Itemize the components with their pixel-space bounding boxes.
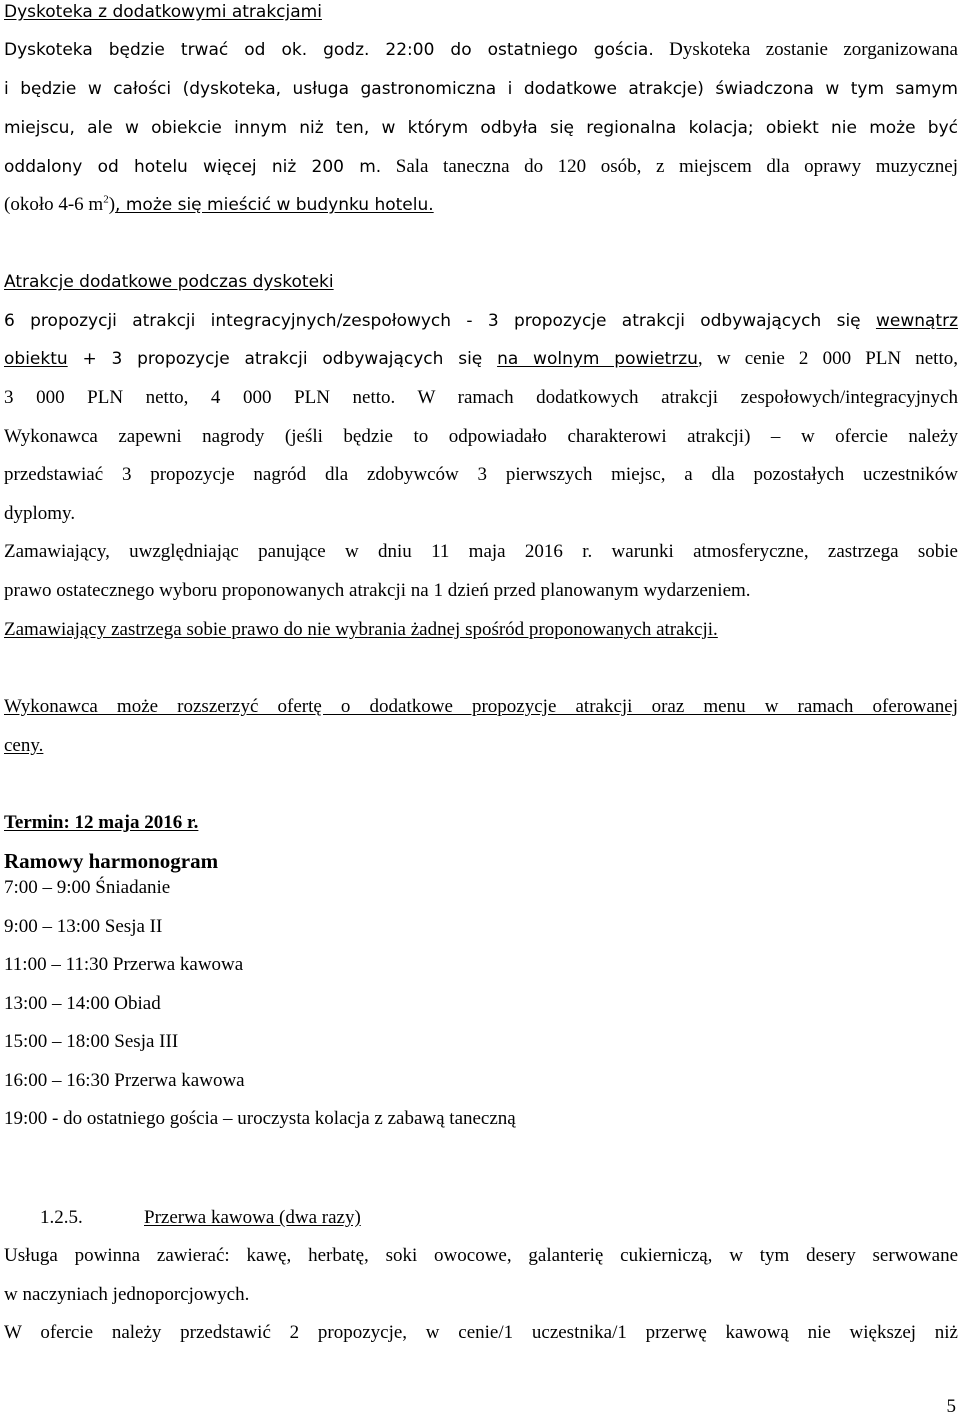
attractions-line-3: 3 000 PLN netto, 4 000 PLN netto. W ramach dodatkowych atrakcji zespołowych/integracyjnych [4,387,958,408]
schedule-item: 7:00 – 9:00 Śniadanie [4,877,171,898]
attractions-line-7: Zamawiający, uwzględniając panujące w dniu 11 maja 2016 r. warunki atmosferyczne, zastrzega sobie [4,541,958,562]
attractions-line-4: Wykonawca zapewni nagrody (jeśli będzie to odpowiadało charakterowi atrakcji) – w ofercie należy [4,426,958,447]
disco-line-5: (około 4-6 $m^2$), może się mieścić w budynku hotelu. [4,193,434,215]
section-title: Przerwa kawowa (dwa razy) [144,1207,361,1228]
attractions-line-8: prawo ostatecznego wyboru proponowanych atrakcji na 1 dzień przed planowanym wydarzeniem. [4,580,751,601]
disco-line-3: miejscu, ale w obiekcie innym niż ten, w którym odbyła się regionalna kolacja; obiekt nie może być [4,118,958,138]
schedule-title: Ramowy harmonogram [4,849,219,873]
attractions-line-1: 6 propozycji atrakcji integracyjnych/zespołowych - 3 propozycje atrakcji odbywających się wewnątrz [4,311,958,331]
section-heading [40,1206,361,1230]
schedule-date: Termin: 12 maja 2016 r. [4,812,199,833]
schedule-item: 11:00 – 11:30 Przerwa kawowa [4,954,244,975]
coffee-line-1: Usługa powinna zawierać: kawę, herbatę, soki owocowe, galanterię cukierniczą, w tym desery serwowane [4,1245,958,1266]
section-number: 1.2.5. [40,1207,83,1228]
disco-line-2: i będzie w całości (dyskoteka, usługa gastronomiczna i dodatkowe atrakcje) świadczona w tym samym [4,79,958,99]
attractions-line-10: Wykonawca może rozszerzyć ofertę o dodatkowe propozycje atrakcji oraz menu w ramach oferowanej [4,696,958,717]
coffee-line-3: W ofercie należy przedstawić 2 propozycje, w cenie/1 uczestnika/1 przerwę kawową nie większej niż [4,1322,958,1343]
attractions-title: Atrakcje dodatkowe podczas dyskoteki [4,272,334,292]
schedule-item: 9:00 – 13:00 Sesja II [4,916,163,937]
disco-title: Dyskoteka z dodatkowymi atrakcjami [4,2,322,22]
schedule-item: 19:00 - do ostatniego gościa – uroczysta kolacja z zabawą taneczną [4,1108,516,1129]
attractions-line-9: Zamawiający zastrzega sobie prawo do nie wybrania żadnej spośród proponowanych atrakcji. [4,619,718,640]
attractions-line-6: dyplomy. [4,503,76,524]
attractions-line-11: ceny. [4,735,44,756]
schedule-item: 16:00 – 16:30 Przerwa kawowa [4,1070,245,1091]
page-number: 5 [946,1396,956,1417]
attractions-line-2: obiektu + 3 propozycje atrakcji odbywających się na wolnym powietrzu, w cenie 2 000 PLN netto, [4,348,958,369]
disco-line-4: oddalony od hotelu więcej niż 200 m. Sala taneczna do 120 osób, z miejscem dla oprawy muzycznej [4,156,958,177]
schedule-item: 15:00 – 18:00 Sesja III [4,1031,179,1052]
schedule-item: 13:00 – 14:00 Obiad [4,993,161,1014]
coffee-line-2: w naczyniach jednoporcjowych. [4,1284,250,1305]
disco-line-1: Dyskoteka będzie trwać od ok. godz. 22:00 do ostatniego gościa. Dyskoteka zostanie zorganizowana [4,39,958,60]
attractions-line-5: przedstawiać 3 propozycje nagród dla zdobywców 3 pierwszych miejsc, a dla pozostałych uczestników [4,464,958,485]
